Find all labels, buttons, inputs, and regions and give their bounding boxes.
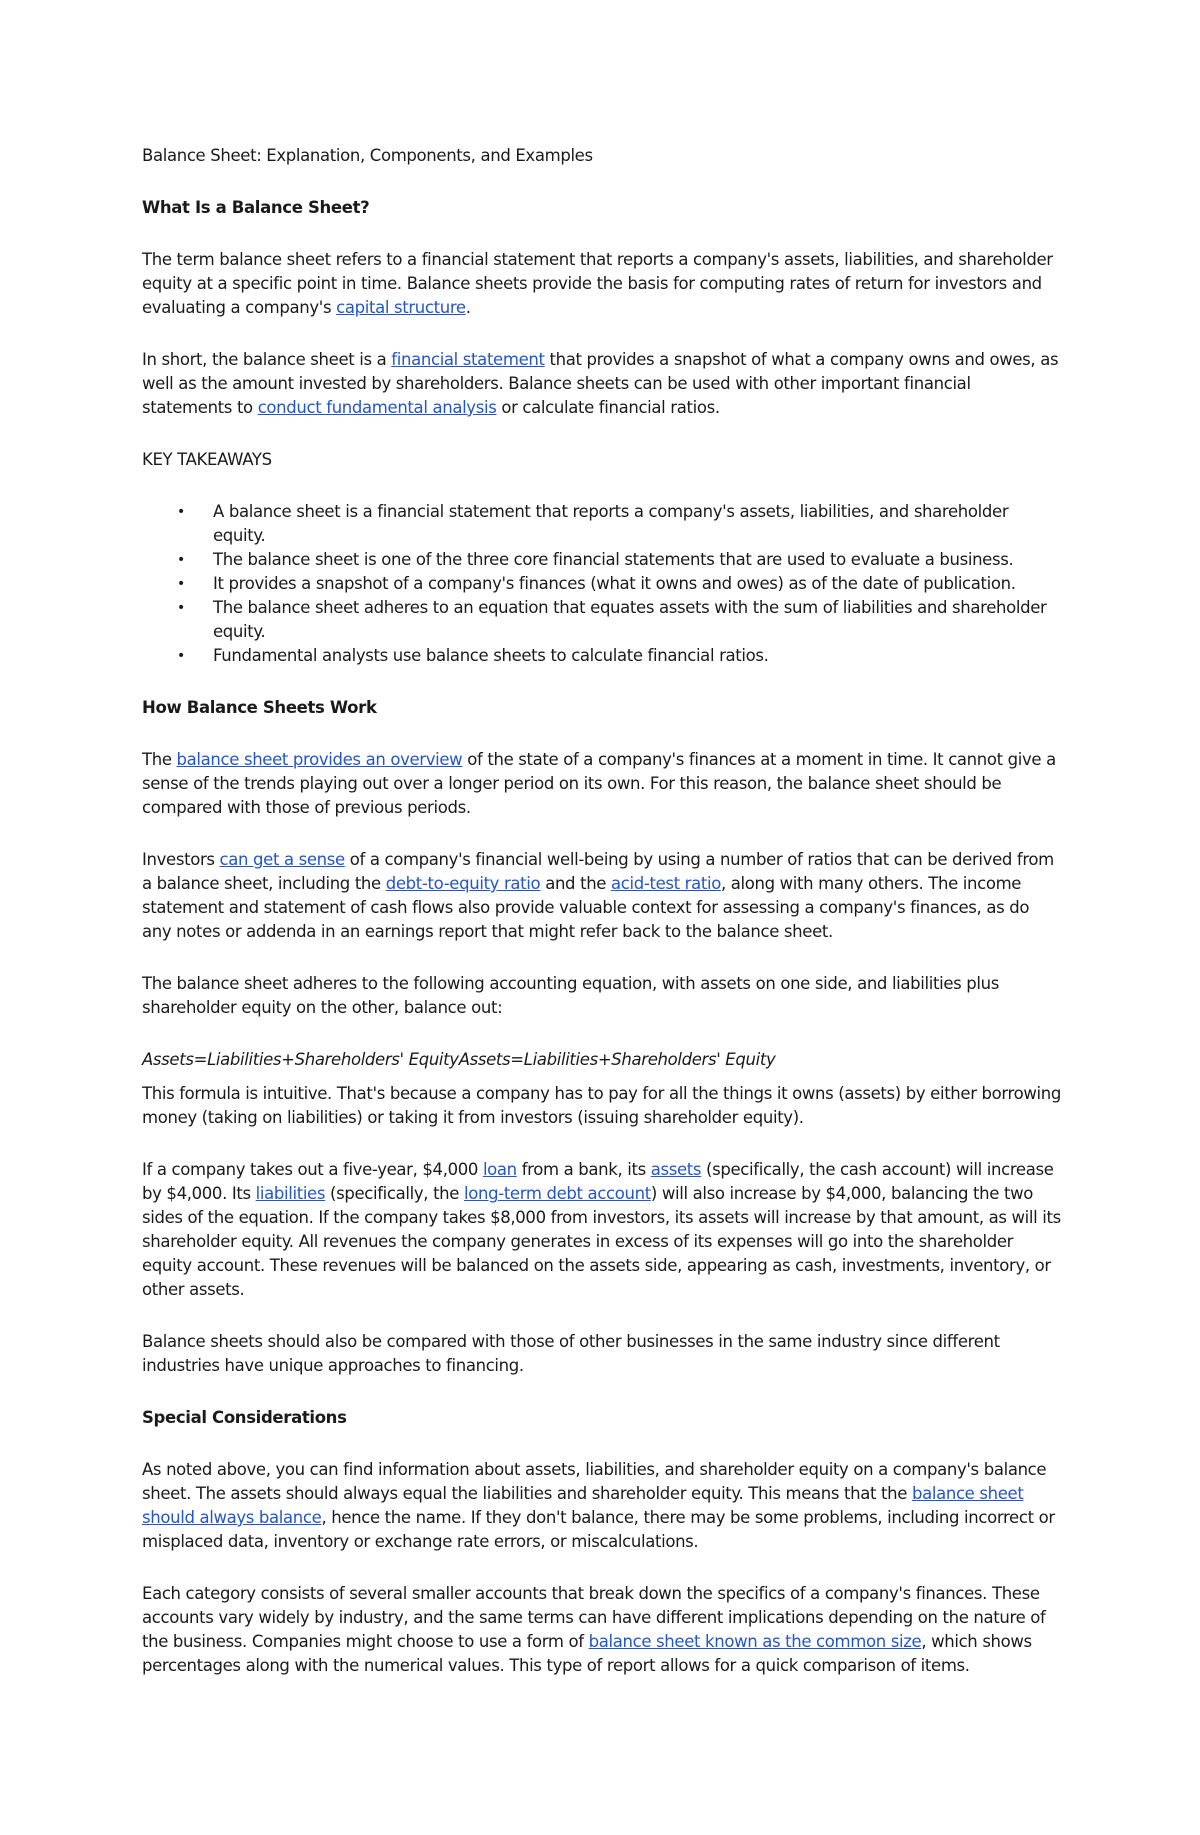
bullet-icon: • <box>177 600 185 616</box>
paragraph-text: (specifically, the <box>325 1184 464 1203</box>
paragraph-text: of the state of a company's finances at a moment in time. It cannot give a sense of the trends playing out over a longer period on its own. For this reason, the balance sheet should be compared with those of previous periods. <box>142 750 1056 817</box>
bullet-icon: • <box>177 576 185 592</box>
list-item <box>177 548 1062 572</box>
link-debt-to-equity-ratio[interactable]: debt-to-equity ratio <box>385 874 541 893</box>
document-title: Balance Sheet: Explanation, Components, and Examples <box>142 146 593 165</box>
paragraph-investors <box>142 848 1062 944</box>
link-balance-sheet-overview[interactable]: balance sheet provides an overview <box>176 750 463 769</box>
bullet-icon: • <box>177 504 185 520</box>
paragraph-text: of a company's financial well-being by using a number of ratios that can be derived from a balance sheet, including the <box>142 850 1054 893</box>
paragraph-equation-intro: The balance sheet adheres to the following accounting equation, with assets on one side, and liabilities plus shareholder equity on the other, balance out: <box>142 974 1000 1017</box>
paragraph-text: Investors <box>142 850 220 869</box>
list-item-text: The balance sheet is one of the three core financial statements that are used to evaluate a business. <box>213 550 1014 569</box>
accounting-equation: Assets=Liabilities+Shareholders' EquityAssets=Liabilities+Shareholders' Equity <box>142 1050 776 1069</box>
paragraph-text: (specifically, the cash account) will increase by $4,000. Its <box>142 1160 1054 1203</box>
list-item-text: A balance sheet is a financial statement that reports a company's assets, liabilities, and shareholder equity. <box>213 502 1009 545</box>
paragraph-loan-example <box>142 1158 1062 1302</box>
paragraph-text: . <box>465 298 471 317</box>
list-item <box>177 596 1062 644</box>
paragraph-text: Each category consists of several smaller accounts that break down the specifics of a company's finances. These accounts vary widely by industry, and the same terms can have different implications depending on the nature of the business. Companies might choose to use a form of <box>142 1584 1046 1651</box>
document-page <box>142 144 1062 1706</box>
paragraph-each-category <box>142 1582 1062 1678</box>
paragraph-text: , which shows percentages along with the numerical values. This type of report allows for a quick comparison of items. <box>142 1632 1032 1675</box>
link-long-term-debt-account[interactable]: long-term debt account <box>464 1184 651 1203</box>
paragraph-text: ) will also increase by $4,000, balancing the two sides of the equation. If the company takes $8,000 from investors, its assets will increase by that amount, as will its shareholder equity. All revenues the company generates in excess of its expenses will go into the shareholder equity account. These revenues will be balanced on the assets side, appearing as cash, investments, inventory, or other assets. <box>142 1184 1061 1299</box>
list-item <box>177 644 1062 668</box>
paragraph-text: that provides a snapshot of what a company owns and owes, as well as the amount invested by shareholders. Balance sheets can be used with other important financial statements to <box>142 350 1059 417</box>
link-liabilities[interactable]: liabilities <box>255 1184 326 1203</box>
paragraph-definition <box>142 248 1062 320</box>
link-conduct-fundamental-analysis[interactable]: conduct fundamental analysis <box>257 398 497 417</box>
paragraph-text: , hence the name. If they don't balance, there may be some problems, including incorrect or misplaced data, inventory or exchange rate errors, or miscalculations. <box>142 1508 1055 1551</box>
paragraph-text: If a company takes out a five-year, $4,000 <box>142 1160 483 1179</box>
paragraph-text: , along with many others. The income statement and statement of cash flows also provide valuable context for assessing a company's finances, as do any notes or addenda in an earnings report that might refer back to the balance sheet. <box>142 874 1030 941</box>
paragraph-text: and the <box>540 874 612 893</box>
list-item <box>177 500 1062 548</box>
link-assets[interactable]: assets <box>650 1160 702 1179</box>
bullet-icon: • <box>177 648 185 664</box>
list-item-text: It provides a snapshot of a company's finances (what it owns and owes) as of the date of publication. <box>213 574 1016 593</box>
paragraph-formula-intuitive: This formula is intuitive. That's because a company has to pay for all the things it owns (assets) by either borrowing money (taking on liabilities) or taking it from investors (issuing shareholder equity). <box>142 1084 1061 1127</box>
paragraph-text: or calculate financial ratios. <box>496 398 720 417</box>
paragraph-as-noted <box>142 1458 1062 1554</box>
paragraph-overview <box>142 748 1062 820</box>
list-item-text: The balance sheet adheres to an equation that equates assets with the sum of liabilities and shareholder equity. <box>213 598 1047 641</box>
paragraph-text: The term balance sheet refers to a financial statement that reports a company's assets, liabilities, and shareholder equity at a specific point in time. Balance sheets provide the basis for computing rates of return for investors and evaluating a company's <box>142 250 1053 317</box>
link-loan[interactable]: loan <box>482 1160 517 1179</box>
bullet-icon: • <box>177 552 185 568</box>
paragraph-text: In short, the balance sheet is a <box>142 350 392 369</box>
paragraph-in-short <box>142 348 1062 420</box>
list-item-text: Fundamental analysts use balance sheets to calculate financial ratios. <box>213 646 769 665</box>
heading-how-balance-sheets-work: How Balance Sheets Work <box>142 698 377 717</box>
paragraph-industry-compare: Balance sheets should also be compared with those of other businesses in the same industry since different industries have unique approaches to financing. <box>142 1332 1000 1375</box>
heading-special-considerations: Special Considerations <box>142 1408 347 1427</box>
link-capital-structure[interactable]: capital structure <box>336 298 466 317</box>
list-item <box>177 572 1062 596</box>
paragraph-text: As noted above, you can find information about assets, liabilities, and shareholder equity on a company's balance sheet. The assets should always equal the liabilities and shareholder equity. This means that the <box>142 1460 1047 1503</box>
link-should-always-balance[interactable]: balance sheet should always balance <box>142 1484 1024 1527</box>
paragraph-text: from a bank, its <box>516 1160 651 1179</box>
link-acid-test-ratio[interactable]: acid-test ratio <box>611 874 721 893</box>
link-financial-statement[interactable]: financial statement <box>391 350 545 369</box>
link-common-size[interactable]: balance sheet known as the common size <box>588 1632 922 1651</box>
link-can-get-a-sense[interactable]: can get a sense <box>219 850 345 869</box>
paragraph-text: The <box>142 750 177 769</box>
key-takeaways-list <box>142 500 1062 668</box>
heading-what-is-balance-sheet: What Is a Balance Sheet? <box>142 198 370 217</box>
key-takeaways-label: KEY TAKEAWAYS <box>142 450 272 469</box>
